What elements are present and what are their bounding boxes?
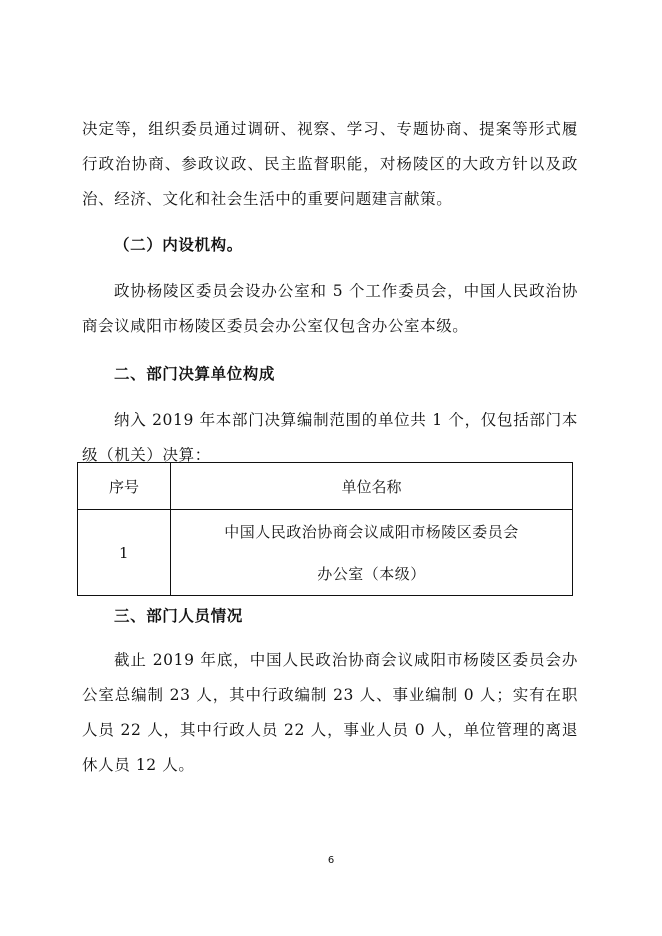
header-index: 序号 [78,463,171,510]
staffing-paragraph: 截止 2019 年底，中国人民政治协商会议咸阳市杨陵区委员会办公室总编制 23 人，其中行政编制 23 人、事业编制 0 人；实有在职人员 22 人，其中行政人员 22 人，事业人员 0 人，单位管理的离退休人员 12 人。 [82,651,578,774]
scope-paragraph: 纳入 2019 年本部门决算编制范围的单位共 1 个，仅包括部门本级（机关）决算： [82,411,578,464]
internal-structure-paragraph: 政协杨陵区委员会设办公室和 5 个工作委员会，中国人民政治协商会议咸阳市杨陵区委员会办公室仅包含办公室本级。 [82,282,578,335]
row-index: 1 [78,510,171,596]
table-header-row [78,463,573,510]
header-unit-name: 单位名称 [171,463,573,510]
unit-table [77,462,573,596]
table-row [78,510,573,596]
row-unit-name-line1: 中国人民政治协商会议咸阳市杨陵区委员会 [224,522,519,541]
internal-structure-heading: （二）内设机构。 [114,236,243,254]
row-unit-name [171,510,573,596]
row-unit-name-line2: 办公室（本级） [317,564,426,583]
unit-composition-heading: 二、部门决算单位构成 [114,365,276,383]
staffing-heading: 三、部门人员情况 [114,607,243,625]
intro-paragraph: 决定等，组织委员通过调研、视察、学习、专题协商、提案等形式履行政治协商、参政议政、民主监督职能，对杨陵区的大政方针以及政治、经济、文化和社会生活中的重要问题建言献策。 [82,120,578,208]
page-number: 6 [327,855,335,866]
